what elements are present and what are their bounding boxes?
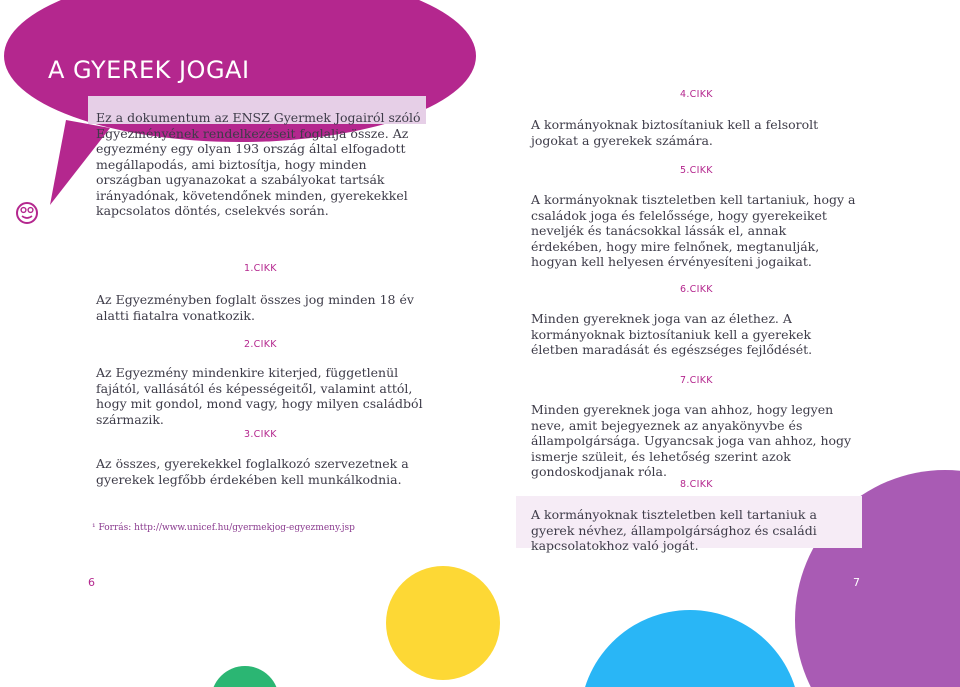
article-6-heading: 6.CIKK <box>680 284 713 295</box>
article-7-heading: 7.CIKK <box>680 375 713 386</box>
article-8-text: A kormányoknak tiszteletben kell tartaniuk a gyerek névhez, állampolgársághoz és családi kapcsolatokhoz való jogát. <box>531 507 817 553</box>
footnote: ¹ Forrás: http://www.unicef.hu/gyermekjog-egyezmeny.jsp <box>92 523 355 533</box>
article-1-heading: 1.CIKK <box>244 263 277 274</box>
article-8-heading: 8.CIKK <box>680 479 713 490</box>
green-circle <box>211 666 279 687</box>
article-2-text: Az Egyezmény mindenkire kiterjed, függetlenül fajától, vallásától és képességeitől, valamint attól, hogy mit gondol, mond vagy, hogy milyen családból származik. <box>96 365 423 427</box>
page-title: A GYEREK JOGAI <box>48 56 250 85</box>
article-1-text: Az Egyezményben foglalt összes jog minden 18 év alatti fiatalra vonatkozik. <box>96 292 414 323</box>
article-3-text: Az összes, gyerekekkel foglalkozó szervezetnek a gyerekek legfőbb érdekében kell munkálkodnia. <box>96 456 409 487</box>
article-5-heading: 5.CIKK <box>680 165 713 176</box>
article-7-text: Minden gyereknek joga van ahhoz, hogy legyen neve, amit bejegyeznek az anyakönyvbe és állampolgársága. Ugyancsak joga van ahhoz, hogy ismerje szüleit, és lehetőség szerint azok gondoskodjanak róla. <box>531 402 852 479</box>
intro-text: Ez a dokumentum az ENSZ Gyermek Jogairól szóló Egyezményének rendelkezéseit foglalja össze. Az egyezmény egy olyan 193 ország által elfogadott megállapodás, ami biztosítja, hogy minden országban ugyanazokat a szabályokat tartsák irányadónak, követendőnek minden, gyerekekkel kapcsolatos döntés, cselekvés során. <box>96 110 421 218</box>
article-6-text: Minden gyereknek joga van az élethez. A kormányoknak biztosítaniuk kell a gyerekek életben maradását és egészséges fejlődését. <box>531 311 813 357</box>
article-3-heading: 3.CIKK <box>244 429 277 440</box>
cyan-circle <box>580 610 800 687</box>
page-number-left: 6 <box>88 576 95 589</box>
smiley-face-icon <box>17 203 37 223</box>
yellow-circle <box>386 566 500 680</box>
page-number-right: 7 <box>853 576 860 589</box>
article-2-heading: 2.CIKK <box>244 339 277 350</box>
article-4-text: A kormányoknak biztosítaniuk kell a felsorolt jogokat a gyerekek számára. <box>531 117 819 148</box>
article-5-text: A kormányoknak tiszteletben kell tartaniuk, hogy a családok joga és felelőssége, hogy gyerekeiket neveljék és tanácsokkal lássák el, annak érdekében, hogy mire felnőnek, megtanulják, hogyan kell helyesen érvényesíteni jogaikat. <box>531 192 856 269</box>
article-4-heading: 4.CIKK <box>680 89 713 100</box>
